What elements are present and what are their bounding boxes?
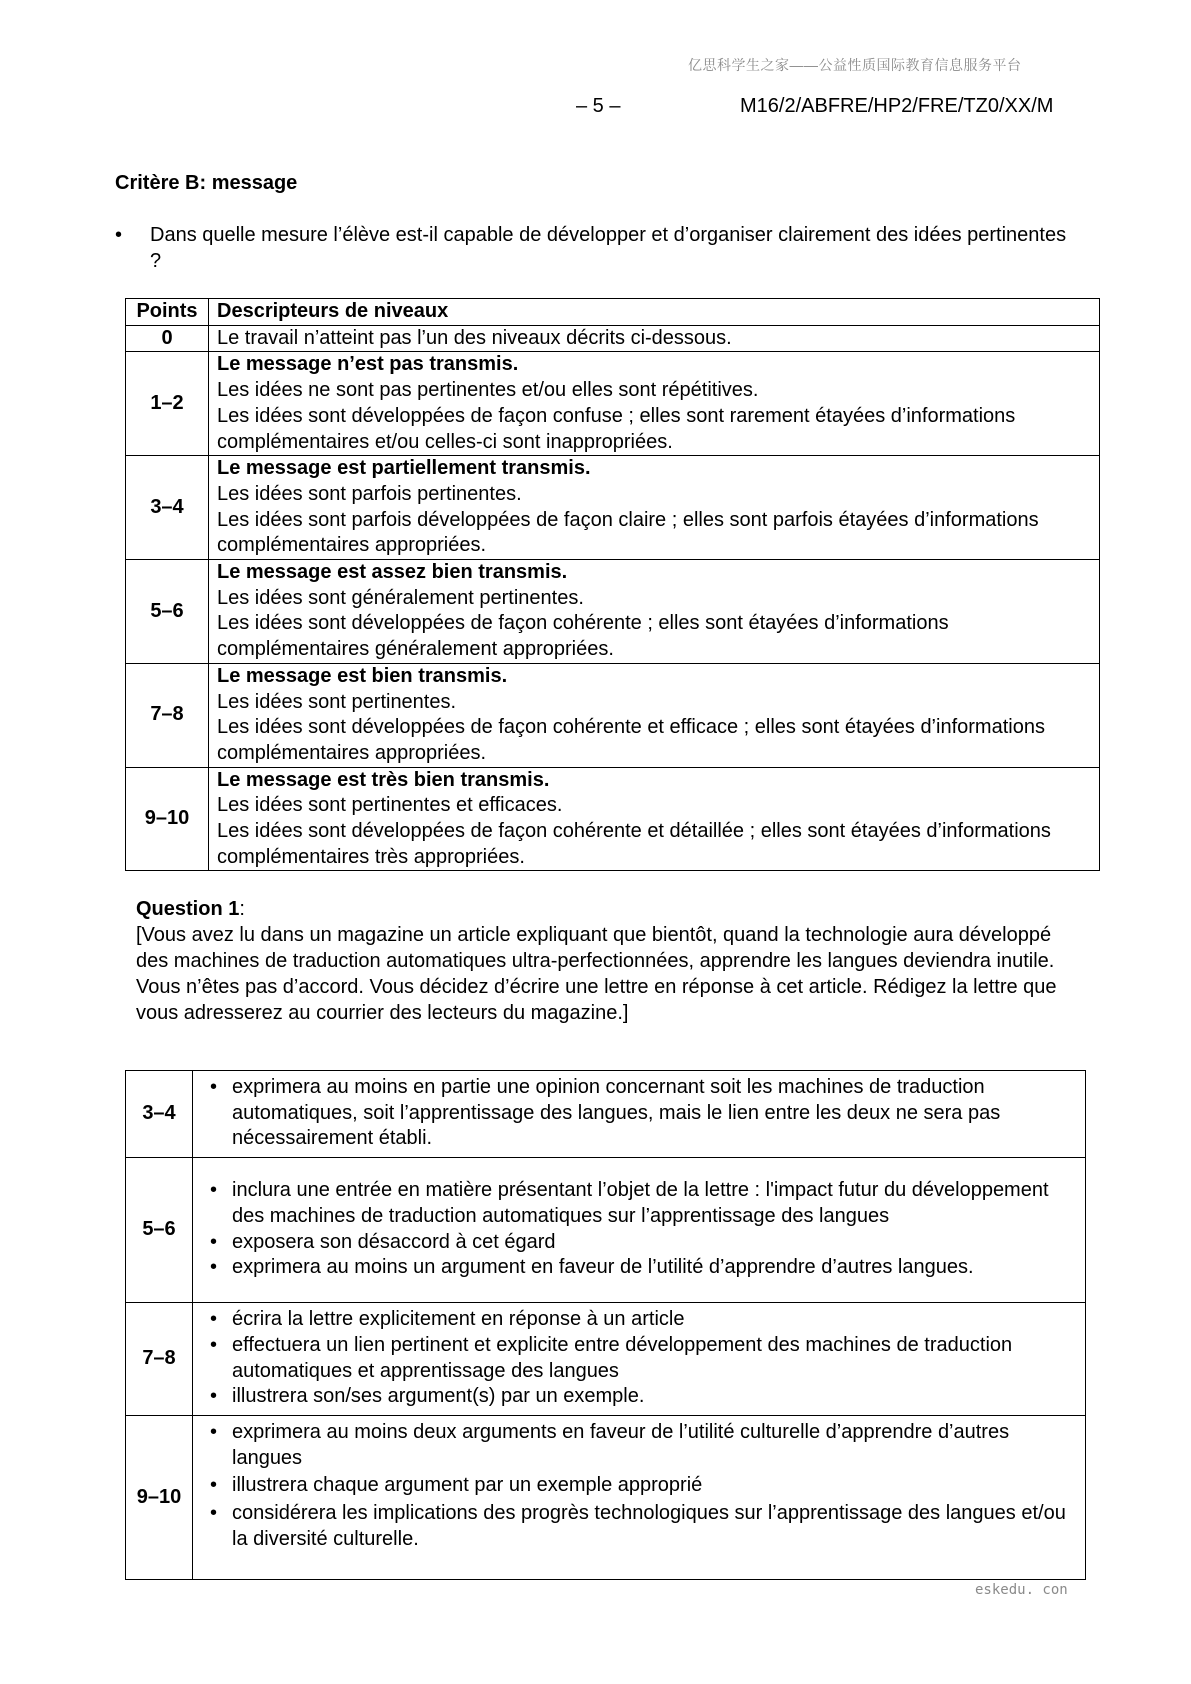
- descriptor-cell: [209, 325, 1100, 352]
- table-row: [126, 325, 1100, 352]
- watermark-top: 亿思科学生之家——公益性质国际教育信息服务平台: [688, 57, 1022, 73]
- criterion-question: [115, 222, 1075, 274]
- descriptor-line: Les idées sont parfois pertinentes.: [217, 482, 522, 505]
- points-cell: 7–8: [126, 663, 209, 767]
- question-1-colon: :: [239, 898, 245, 920]
- points-cell: 3–4: [126, 456, 209, 560]
- list-item: • inclura une entrée en matière présentant l’objet de la lettre : l'impact futur du développement des machines de traduction automatiques sur l’apprentissage des langues: [201, 1178, 1077, 1229]
- descriptors-column-header: Descripteurs de niveaux: [209, 299, 1100, 326]
- table-row: [126, 1415, 1086, 1579]
- descriptor-line: Les idées sont développées de façon cohérente et efficace ; elles sont étayées d’informations complémentaires appropriées.: [217, 716, 1045, 764]
- criteria-cell: [193, 1158, 1086, 1303]
- band-cell: 7–8: [126, 1303, 193, 1416]
- points-cell: 0: [126, 325, 209, 352]
- points-cell: 1–2: [126, 352, 209, 456]
- list-item: • exprimera au moins deux arguments en faveur de l’utilité culturelle d’apprendre d’autres langues: [201, 1420, 1077, 1471]
- descriptor-cell: [209, 560, 1100, 664]
- level-title: Le message n’est pas transmis.: [217, 353, 519, 376]
- list-item: • exprimera au moins un argument en faveur de l’utilité d’apprendre d’autres langues.: [201, 1255, 1077, 1281]
- list-item: • considérera les implications des progrès technologiques sur l’apprentissage des langues et/ou la diversité culturelle.: [201, 1501, 1077, 1552]
- table-row: [126, 352, 1100, 456]
- criterion-question-text: Dans quelle mesure l’élève est-il capable de développer et d’organiser clairement des idées pertinentes ?: [150, 224, 1067, 272]
- list-item: • illustrera son/ses argument(s) par un exemple.: [201, 1384, 1077, 1410]
- list-item: • effectuera un lien pertinent et explicite entre développement des machines de traduction automatiques et apprentissage des langues: [201, 1333, 1077, 1384]
- descriptor-cell: [209, 456, 1100, 560]
- level-title: Le message est bien transmis.: [217, 664, 508, 687]
- band-cell: 3–4: [126, 1071, 193, 1158]
- question-1-heading: [136, 896, 1076, 922]
- band-cell: 9–10: [126, 1415, 193, 1579]
- page-number: – 5 –: [576, 95, 621, 117]
- table-row: [126, 1071, 1086, 1158]
- table-row: [126, 663, 1100, 767]
- band-cell: 5–6: [126, 1158, 193, 1303]
- descriptor-table-header: [126, 299, 1100, 326]
- list-item: • illustrera chaque argument par un exemple approprié: [201, 1473, 1077, 1499]
- descriptor-cell: [209, 767, 1100, 871]
- criterion-title: Critère B: message: [115, 172, 298, 194]
- level-title: Le message est très bien transmis.: [217, 768, 550, 791]
- descriptor-line: Les idées sont développées de façon cohérente et détaillée ; elles sont étayées d’informations complémentaires très appropriées.: [217, 820, 1051, 868]
- question-1-block: [136, 896, 1076, 1026]
- list-item: • exprimera au moins en partie une opinion concernant soit les machines de traduction automatiques, soit l’apprentissage des langues, mais le lien entre les deux ne sera pas nécessairement établi.: [201, 1075, 1077, 1152]
- criteria-cell: [193, 1415, 1086, 1579]
- criteria-cell: [193, 1303, 1086, 1416]
- descriptor-cell: [209, 663, 1100, 767]
- descriptor-line: Le travail n’atteint pas l’un des niveaux décrits ci-dessous.: [217, 326, 732, 349]
- descriptor-line: Les idées sont pertinentes et efficaces.: [217, 794, 563, 817]
- table-row: [126, 1303, 1086, 1416]
- criteria-list: [201, 1075, 1077, 1152]
- descriptor-line: Les idées sont développées de façon confuse ; elles sont rarement étayées d’informations complémentaires et/ou celles-ci sont inappropriées.: [217, 404, 1016, 453]
- table-row: [126, 767, 1100, 871]
- table-row: [126, 1158, 1086, 1303]
- descriptor-line: Les idées sont pertinentes.: [217, 690, 457, 713]
- points-cell: 9–10: [126, 767, 209, 871]
- watermark-bottom: eskedu. con: [975, 1582, 1068, 1598]
- criteria-cell: [193, 1071, 1086, 1158]
- points-column-header: Points: [126, 299, 209, 326]
- descriptor-table: [125, 298, 1100, 871]
- descriptor-line: Les idées ne sont pas pertinentes et/ou elles sont répétitives.: [217, 379, 759, 402]
- question-1-prompt: [Vous avez lu dans un magazine un article expliquant que bientôt, quand la technologie aura développé des machines de traduction automatiques ultra-perfectionnées, apprendre les langues deviendra inutile. Vous n’êtes pas d’accord. Vous décidez d’écrire une lettre en réponse à cet article. Rédigez la lettre que vous adresserez au courrier des lecteurs du magazine.]: [136, 924, 1057, 1024]
- list-item: • exposera son désaccord à cet égard: [201, 1230, 1077, 1256]
- descriptor-cell: [209, 352, 1100, 456]
- descriptor-line: Les idées sont développées de façon cohérente ; elles sont étayées d’informations complémentaires généralement appropriées.: [217, 612, 949, 661]
- document-code: M16/2/ABFRE/HP2/FRE/TZ0/XX/M: [740, 95, 1054, 117]
- question-1-label: Question 1: [136, 898, 240, 920]
- descriptor-line: Les idées sont généralement pertinentes.: [217, 586, 584, 609]
- level-title: Le message est partiellement transmis.: [217, 457, 591, 480]
- criteria-list: [201, 1420, 1077, 1553]
- marking-table: [125, 1070, 1086, 1580]
- list-item: • écrira la lettre explicitement en réponse à un article: [201, 1307, 1077, 1333]
- table-row: [126, 560, 1100, 664]
- bullet-icon: •: [115, 224, 123, 246]
- descriptor-line: Les idées sont parfois développées de façon claire ; elles sont parfois étayées d’informations complémentaires appropriées.: [217, 508, 1039, 557]
- table-row: [126, 456, 1100, 560]
- level-title: Le message est assez bien transmis.: [217, 561, 568, 584]
- criteria-list: [201, 1307, 1077, 1410]
- points-cell: 5–6: [126, 560, 209, 664]
- criteria-list: [201, 1178, 1077, 1281]
